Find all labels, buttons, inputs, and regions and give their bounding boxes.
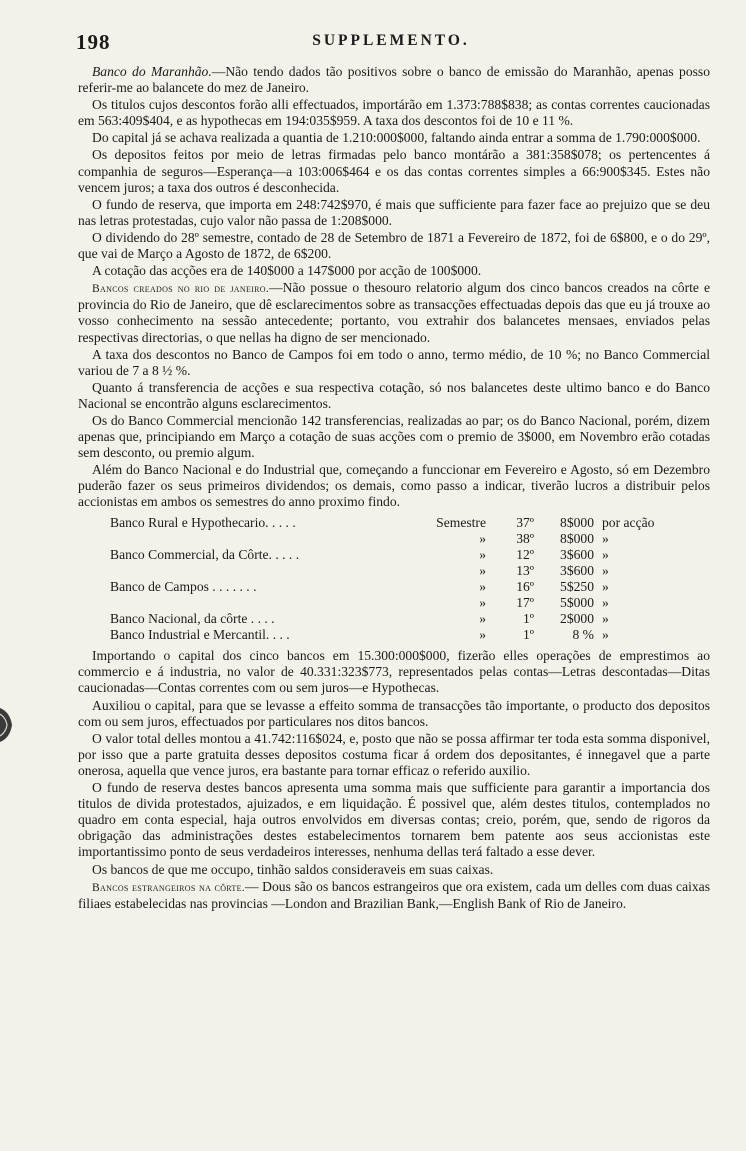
paragraph: O fundo de reserva destes bancos apresenta uma somma mais que sufficiente para garantir a importancia dos titulos de divida protestados, ajuizados, e em liquidação. É possivel que, além destes titulos, contemplados no quadro em conta especial, haja outros envolvidos em diversas contas; creio, porém, que, sendo de rigoros da obrigação das administrações destes estabelecimentos tornarem bem patente aos seus accionistas este importantissimo ponto de seus verdadeiros interesses, nenhuma dellas terá faltado a esse dever. (78, 780, 710, 860)
semester-number: 38º (516, 530, 534, 546)
paragraph: Além do Banco Nacional e do Industrial que, começando a funccionar em Fevereiro e Agosto, só em Dezembro puderão fazer os seus primeiros dividendos; os demais, como passo a indicar, tiverão lucros a distribuir pelos accionistas em ambos os semestres do anno proximo findo. (78, 462, 710, 510)
table-row (110, 547, 688, 563)
per-share-label: » (602, 611, 609, 627)
running-title: SUPPLEMENTO. (312, 32, 470, 49)
dividend-value: 8$000 (560, 514, 594, 530)
table-row (110, 515, 688, 531)
paragraph-lead: Banco do Maranhão. (92, 64, 212, 79)
semester-number: 37º (516, 514, 534, 530)
seal-fragment-icon (0, 706, 14, 744)
dividend-value: 5$000 (560, 595, 594, 610)
paragraph: Banco do Maranhão.—Não tendo dados tão positivos sobre o banco de emissão do Maranhão, apenas posso referir-me ao balancete do mez de Janeiro. (78, 64, 710, 96)
bank-name: Banco de Campos . . . . . . . (110, 578, 257, 594)
dividend-value: 8$000 (560, 530, 594, 546)
semester-label: Semestre (436, 514, 486, 530)
paragraph: O dividendo do 28º semestre, contado de 28 de Setembro de 1871 a Fevereiro de 1872, foi de 6$800, e o do 29º, que vai de Março a Agosto de 1872, de 6$200. (78, 229, 710, 262)
semester-number: 1º (522, 627, 534, 643)
bank-name: Banco Commercial, da Côrte. . . . . (110, 546, 300, 562)
semester-number: 17º (516, 595, 534, 610)
semester-label: » (479, 562, 486, 578)
semester-number: 12º (516, 546, 534, 562)
paragraph: Bancos creados no rio de janeiro.—Não possue o thesouro relatorio algum dos cinco bancos creados na côrte e provincia do Rio de Janeiro, que dê esclarecimentos sobre as transacções effectuadas depois das que eu já trouxe ao vosso conhecimento na sessão antecedente; portanto, vou extrahir dos balancetes mensaes, enviados pelas respectivas directorias, o que nellas ha digno de ser mencionado. (78, 280, 711, 345)
table-row (110, 627, 688, 643)
section-lead: Bancos creados no rio de janeiro. (92, 282, 270, 296)
bank-name: Banco Rural e Hypothecario. . . . . (110, 514, 296, 530)
semester-label: » (479, 578, 486, 594)
semester-label: » (479, 546, 486, 562)
bank-name (110, 531, 402, 547)
dividend-value: 5$250 (560, 578, 594, 594)
bank-name: Banco Nacional, da côrte . . . . (110, 611, 275, 627)
per-share-label: » (602, 530, 609, 546)
table-row (110, 531, 688, 547)
per-share-label: por acção (602, 514, 655, 530)
paragraph: Do capital já se achava realizada a quantia de 1.210:000$000, faltando ainda entrar a somma de 1.790:000$000. (92, 130, 701, 146)
page-header (76, 30, 706, 54)
semester-label: » (479, 627, 486, 643)
paragraph: Auxiliou o capital, para que se levasse a effeito somma de transacções tão importante, o producto dos depositos com ou sem juros, effectuados por particulares nos ditos bancos. (78, 697, 710, 729)
semester-number: 13º (516, 562, 534, 578)
paragraph: Os do Banco Commercial mencionão 142 transferencias, realizadas ao par; os do Banco Nacional, porém, dizem apenas que, principiando em Março a cotação de suas acções com o premio de 3$000, em Novembro erão cotadas sem desconto, ou premio algum. (78, 412, 710, 461)
paragraph: Os bancos de que me occupo, tinhão saldos consideraveis em suas caixas. (92, 861, 494, 877)
paragraph: Os depositos feitos por meio de letras firmadas pelo banco montárão a 381:358$078; os pertencentes á companhia de seguros—Esperança—a 103:006$464 e os das contas correntes simples a 66:900$345. Estes não vencem juros; a taxa dos outros é desconhecida. (78, 147, 710, 195)
semester-number: 16º (516, 578, 534, 594)
table-row (110, 579, 688, 595)
semester-label: » (479, 595, 486, 610)
per-share-label: » (602, 578, 609, 594)
bank-name (110, 563, 402, 579)
table-row (110, 595, 688, 611)
semester-number: 1º (522, 611, 534, 627)
bank-name: Banco Industrial e Mercantil. . . . (110, 627, 290, 643)
per-share-label: » (602, 546, 609, 562)
dividends-table (110, 515, 688, 644)
semester-label: » (479, 611, 486, 627)
paragraph: A taxa dos descontos no Banco de Campos foi em todo o anno, termo médio, de 10 %; no Banco Commercial variou de 7 a 8 ½ %. (78, 346, 710, 378)
document-body (78, 64, 710, 913)
page-number: 198 (76, 30, 111, 54)
per-share-label: » (602, 627, 609, 643)
per-share-label: » (602, 562, 609, 578)
bank-name (110, 595, 402, 611)
paragraph: O valor total delles montou a 41.742:116$024, e, posto que não se possa affirmar ter toda esta somma disponivel, por isso que a parte gratuita desses depositos costuma ficar á ordem dos depositantes, é innegavel que a parte onerosa, aquella que vence juros, era bastante para tornar efficaz o referido auxilio. (78, 730, 710, 778)
paragraph: Quanto á transferencia de acções e sua respectiva cotação, só nos balancetes deste ultimo banco e do Banco Nacional se encontrão alguns esclarecimentos. (78, 379, 710, 411)
semester-label: » (479, 530, 486, 546)
per-share-label: » (602, 595, 609, 610)
dividend-value: 3$600 (560, 562, 594, 578)
paragraph: A cotação das acções era de 140$000 a 147$000 por acção de 100$000. (92, 263, 482, 279)
paragraph: Os titulos cujos descontos forão alli effectuados, importárão em 1.373:788$838; as contas correntes caucionadas em 563:409$404, e as hypothecas em 194:035$959. A taxa dos descontos foi de 10 e 11 %. (78, 97, 710, 129)
paragraph: O fundo de reserva, que importa em 248:742$970, é mais que sufficiente para fazer face ao prejuizo que se deu nas letras protestadas, cujo valor não passa de 1:208$000. (78, 196, 710, 228)
dividend-value: 8 % (572, 627, 594, 643)
paragraph: Importando o capital dos cinco bancos em 15.300:000$000, fizerão elles operações de emprestimos ao commercio e á industria, no valor de 40.331:323$773, representados pelas contas—Letras descontadas—Ditas caucionadas—Contas correntes com ou sem juros—e Hypothecas. (78, 648, 710, 696)
dividend-value: 3$600 (560, 546, 594, 562)
table-row (110, 611, 688, 627)
section-lead: Bancos estrangeiros na côrte. (92, 880, 245, 894)
seal-mark (0, 706, 14, 744)
table-row (110, 563, 688, 579)
paragraph: Bancos estrangeiros na côrte.— Dous são os bancos estrangeiros que ora existem, cada um delles com duas caixas filiaes estabelecidas nas provincias —London and Brazilian Bank,—English Bank of Rio de Janeiro. (78, 878, 710, 911)
dividend-value: 2$000 (560, 611, 594, 627)
